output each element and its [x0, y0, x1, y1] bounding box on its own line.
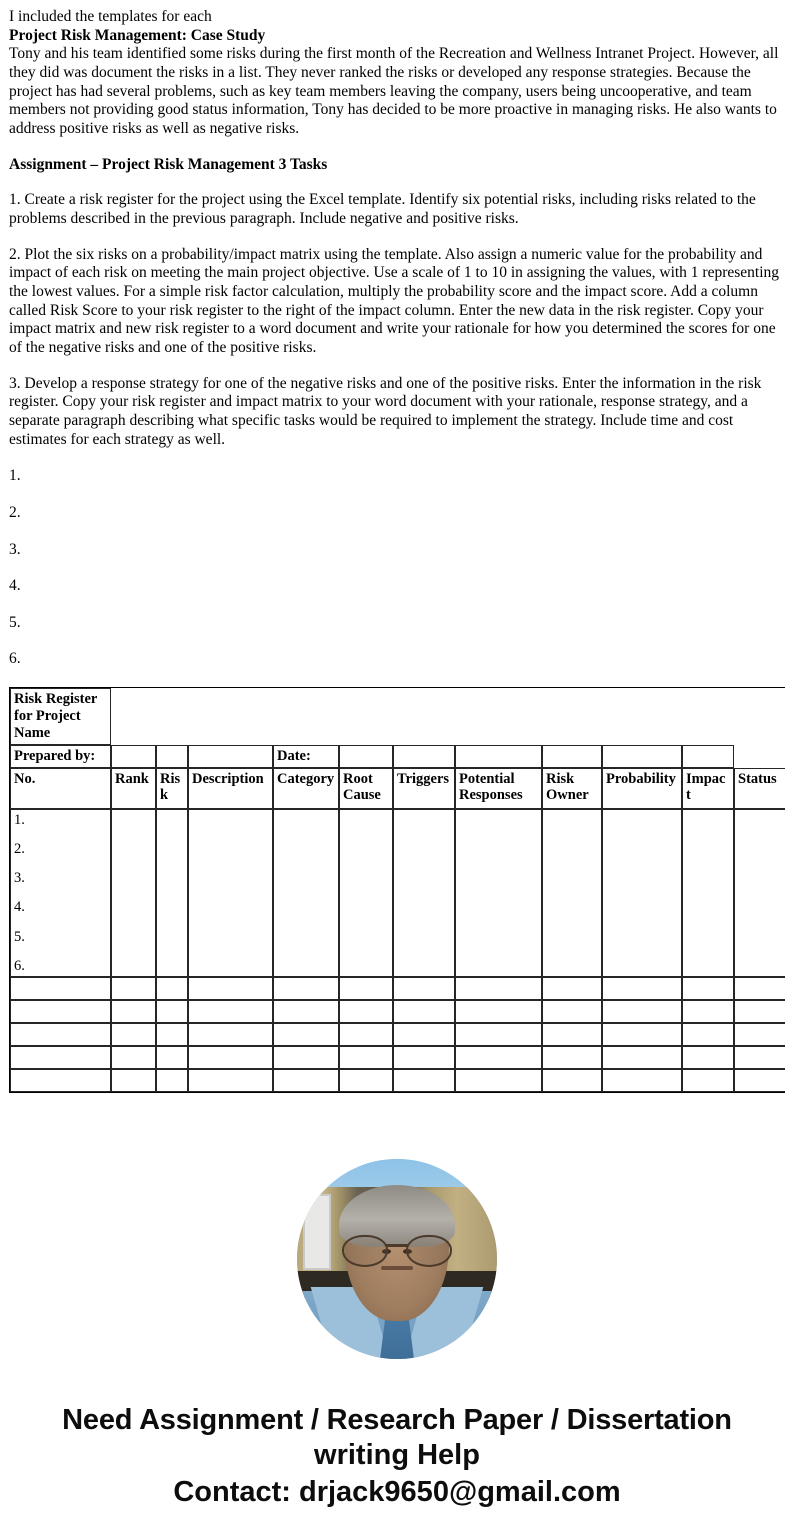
column-header-rank: Rank [111, 768, 156, 809]
answer-slot: 6. [9, 650, 21, 668]
table-cell[interactable] [188, 1000, 273, 1023]
table-cell[interactable] [682, 809, 734, 977]
table-cell[interactable] [156, 1069, 188, 1092]
intro-line: I included the templates for each [9, 8, 212, 25]
table-cell[interactable] [455, 977, 542, 1000]
table-cell[interactable] [734, 977, 785, 1000]
row-number-list-cell[interactable] [10, 809, 111, 977]
answer-slot: 2. [9, 504, 21, 522]
answer-slot-list [9, 467, 785, 669]
table-cell[interactable] [339, 1046, 393, 1069]
table-cell[interactable] [682, 1000, 734, 1023]
prepared-by-blank-cell[interactable] [156, 745, 188, 767]
prepared-by-label: Prepared by: [10, 745, 111, 767]
column-header-risk: Risk [156, 768, 188, 809]
title-row-filler [111, 688, 785, 745]
prepared-by-blank-cell[interactable] [602, 745, 682, 767]
table-cell[interactable] [10, 1069, 111, 1092]
answer-slot: 5. [9, 613, 21, 631]
task-3-paragraph: 3. Develop a response strategy for one of the negative risks and one of the positive risks. Enter the information in the risk register. Copy your risk register and impact matrix to your word document with your rationale, response strategy, and a separate paragraph describing what specific tasks would be required to implement the strategy. Include time and cost estimates for each strategy as well. [9, 374, 762, 448]
table-cell[interactable] [682, 1069, 734, 1092]
table-cell[interactable] [602, 1000, 682, 1023]
case-study-heading: Project Risk Management: Case Study [9, 26, 266, 44]
table-cell[interactable] [188, 977, 273, 1000]
table-cell[interactable] [455, 1046, 542, 1069]
table-row [10, 1046, 785, 1069]
table-cell[interactable] [111, 977, 156, 1000]
table-cell[interactable] [188, 1023, 273, 1046]
column-header-status: Status [734, 768, 785, 809]
avatar-lens-left [342, 1235, 388, 1267]
table-cell[interactable] [682, 1023, 734, 1046]
table-cell[interactable] [682, 977, 734, 1000]
table-cell[interactable] [393, 977, 455, 1000]
table-cell[interactable] [393, 1000, 455, 1023]
column-header-impact: Impact [682, 768, 734, 809]
table-cell[interactable] [455, 1000, 542, 1023]
table-row [10, 1000, 785, 1023]
row-number: 3. [14, 870, 25, 887]
row-number-list [14, 812, 107, 974]
table-cell[interactable] [455, 1069, 542, 1092]
table-cell[interactable] [734, 809, 785, 977]
table-cell[interactable] [111, 1046, 156, 1069]
table-cell[interactable] [734, 1000, 785, 1023]
table-cell[interactable] [156, 1023, 188, 1046]
table-cell[interactable] [602, 977, 682, 1000]
prepared-by-blank-cell[interactable] [393, 745, 455, 767]
register-title-cell: Risk Register for Project Name [10, 688, 111, 745]
prepared-by-blank-cell[interactable] [188, 745, 273, 767]
avatar-mouth [381, 1266, 413, 1270]
table-cell[interactable] [10, 977, 111, 1000]
table-cell[interactable] [734, 1069, 785, 1092]
table-cell[interactable] [156, 1046, 188, 1069]
table-cell[interactable] [542, 1000, 602, 1023]
table-cell[interactable] [273, 1000, 339, 1023]
table-title-row [10, 688, 785, 745]
table-cell[interactable] [273, 1046, 339, 1069]
table-cell[interactable] [542, 1023, 602, 1046]
prepared-by-blank-cell[interactable] [542, 745, 602, 767]
prepared-by-value-cell[interactable] [111, 745, 156, 767]
table-cell[interactable] [111, 1023, 156, 1046]
table-cell[interactable] [273, 977, 339, 1000]
promo-banner [0, 1403, 794, 1509]
column-header-description: Description [188, 768, 273, 809]
table-cell[interactable] [339, 1069, 393, 1092]
document-body [0, 0, 794, 669]
table-cell[interactable] [393, 1023, 455, 1046]
answer-slot: 4. [9, 577, 21, 595]
row-number: 1. [14, 811, 25, 828]
column-header-potential-responses: Potential Responses [455, 768, 542, 809]
table-row [10, 1069, 785, 1092]
table-cell[interactable] [339, 977, 393, 1000]
table-cell[interactable] [542, 1046, 602, 1069]
column-header-risk-owner: Risk Owner [542, 768, 602, 809]
empty-rows-group [10, 977, 785, 1092]
table-cell[interactable] [273, 1023, 339, 1046]
row-number: 2. [14, 840, 25, 857]
table-cell[interactable] [339, 1023, 393, 1046]
table-cell[interactable] [602, 1023, 682, 1046]
table-cell[interactable] [111, 1000, 156, 1023]
table-cell[interactable] [393, 809, 455, 977]
table-cell[interactable] [111, 809, 156, 977]
table-cell[interactable] [156, 809, 188, 977]
column-header-no: No. [10, 768, 111, 809]
table-cell[interactable] [602, 1069, 682, 1092]
risk-register-table [9, 687, 785, 1093]
prepared-by-row-filler [734, 745, 785, 767]
table-cell[interactable] [542, 1069, 602, 1092]
table-cell[interactable] [339, 1000, 393, 1023]
promo-line-2: writing Help [314, 1438, 480, 1471]
table-row [10, 977, 785, 1000]
table-cell[interactable] [455, 1023, 542, 1046]
avatar-lens-right [406, 1235, 452, 1267]
table-cell[interactable] [111, 1069, 156, 1092]
avatar-container [0, 1159, 794, 1359]
table-cell[interactable] [156, 977, 188, 1000]
numbered-entries-row [10, 809, 785, 977]
table-cell[interactable] [734, 1023, 785, 1046]
table-header-row [10, 768, 785, 809]
table-cell[interactable] [602, 809, 682, 977]
table-cell[interactable] [10, 1046, 111, 1069]
table-cell[interactable] [393, 1046, 455, 1069]
table-cell[interactable] [602, 1046, 682, 1069]
table-cell[interactable] [188, 809, 273, 977]
column-header-triggers: Triggers [393, 768, 455, 809]
table-cell[interactable] [734, 1046, 785, 1069]
table-cell[interactable] [273, 1069, 339, 1092]
task-1-paragraph: 1. Create a risk register for the project using the Excel template. Identify six potential risks, including risks related to the problems described in the previous paragraph. Include negative and positive risks. [9, 191, 756, 228]
table-cell[interactable] [542, 809, 602, 977]
risk-register-table-container [9, 687, 785, 1127]
table-cell[interactable] [542, 977, 602, 1000]
avatar [297, 1159, 497, 1359]
table-cell[interactable] [339, 809, 393, 977]
row-number: 6. [14, 957, 25, 974]
prepared-by-blank-cell[interactable] [682, 745, 734, 767]
table-cell[interactable] [455, 809, 542, 977]
assignment-heading: Assignment – Project Risk Management 3 Tasks [9, 155, 328, 173]
table-cell[interactable] [10, 1000, 111, 1023]
row-number: 4. [14, 899, 25, 916]
date-value-cell[interactable] [339, 745, 393, 767]
table-cell[interactable] [393, 1069, 455, 1092]
table-cell[interactable] [188, 1069, 273, 1092]
column-header-root-cause: Root Cause [339, 768, 393, 809]
table-cell[interactable] [682, 1046, 734, 1069]
table-cell[interactable] [273, 809, 339, 977]
answer-slot: 1. [9, 467, 21, 485]
promo-line-1: Need Assignment / Research Paper / Dissertation [62, 1404, 732, 1436]
row-number: 5. [14, 928, 25, 945]
table-cell[interactable] [10, 1023, 111, 1046]
table-row [10, 1023, 785, 1046]
promo-contact-line: Contact: drjack9650@gmail.com [173, 1475, 621, 1508]
case-study-paragraph: Tony and his team identified some risks during the first month of the Recreation and Wellness Intranet Project. However, all they did was document the risks in a list. They never ranked the risks or developed any response strategies. Because the project has had several problems, such as key team members leaving the company, users being uncooperative, and team members not providing good status information, Tony has decided to be more proactive in managing risks. He also wants to address positive risks as well as negative risks. [9, 45, 779, 138]
date-label: Date: [273, 745, 339, 767]
answer-slot: 3. [9, 540, 21, 558]
prepared-by-row [10, 745, 785, 767]
avatar-glasses-bridge [386, 1244, 408, 1247]
task-2-paragraph: 2. Plot the six risks on a probability/impact matrix using the template. Also assign a numeric value for the probability and impact of each risk on meeting the main project objective. Use a scale of 1 to 10 in assigning the values, with 1 representing the lowest values. For a simple risk factor calculation, multiply the probability score and the impact score. Add a column called Risk Score to your risk register to the right of the impact column. Enter the new data in the risk register. Copy your impact matrix and new risk register to a word document and write your rationale for how you determined the scores for one of the negative risks and one of the positive risks. [9, 245, 780, 357]
table-cell[interactable] [156, 1000, 188, 1023]
table-cell[interactable] [188, 1046, 273, 1069]
column-header-probability: Probability [602, 768, 682, 809]
column-header-category: Category [273, 768, 339, 809]
glasses-icon [342, 1235, 452, 1265]
prepared-by-blank-cell[interactable] [455, 745, 542, 767]
